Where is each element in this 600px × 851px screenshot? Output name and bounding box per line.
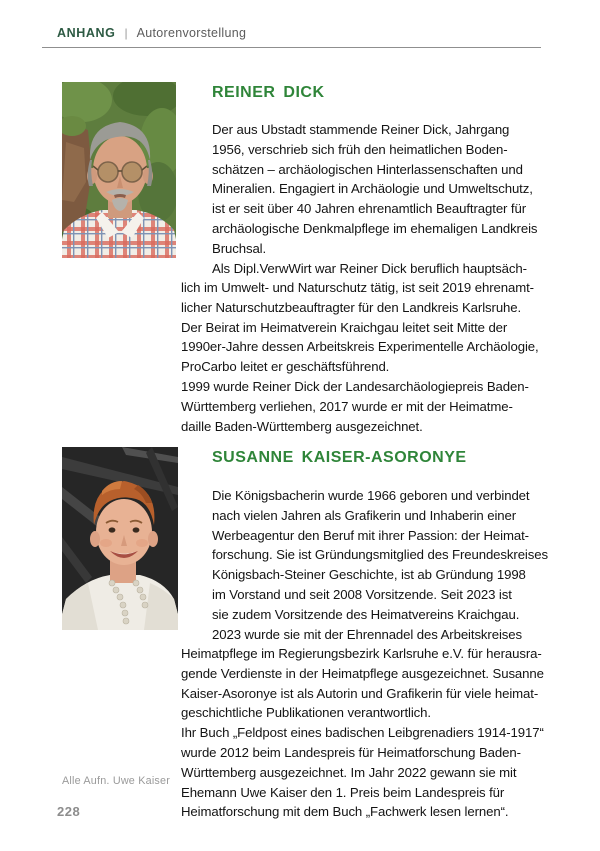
bio-text-line: Ihr Buch „Feldpost eines badischen Leibgrenadiers 1914-1917“ [181, 725, 544, 741]
bio-text-line: schätzen – archäologischen Hinterlassenschaften und [212, 161, 523, 177]
bio-susanne-beside-photo [212, 486, 557, 644]
bio-reiner-dick-below-photo [181, 278, 557, 436]
bio-text-line: Die Königsbacherin wurde 1966 geboren und verbindet [212, 488, 530, 503]
bio-text-line: archäologische Denkmalpflege im ehemaligen Landkreis [212, 220, 538, 236]
bio-susanne-below-photo [181, 644, 557, 822]
page-number: 228 [57, 804, 81, 819]
bio-text-line: wurde 2012 beim Landespreis für Heimatforschung Baden- [181, 744, 521, 760]
bio-text-line: Der Beirat im Heimatverein Kraichgau leitet seit Mitte der [181, 319, 508, 335]
author-photo-reiner-dick [62, 82, 176, 258]
header-rule [42, 47, 541, 48]
bio-text-line: Ehemann Uwe Kaiser den 1. Preis beim Landespreis für [181, 784, 505, 800]
bio-text-line: Als Dipl.VerwWirt war Reiner Dick beruflich hauptsäch- [212, 260, 527, 276]
photo-credit: Alle Aufn. Uwe Kaiser [62, 775, 171, 787]
bio-text-line: Württemberg ausgezeichnet. Im Jahr 2022 gewann sie mit [181, 764, 517, 780]
bio-text-line: Kaiser-Asoronye ist als Autorin und Grafikerin für viele heimat- [181, 685, 539, 701]
bio-text-line: Werbeagentur den Beruf mit ihrer Passion: der Heimat- [212, 527, 529, 543]
bio-text-line: 1990er-Jahre dessen Arbeitskreis Experimentelle Archäologie, [181, 339, 539, 355]
bio-text-line: Königsbach-Steiner Geschichte, ist ab Gründung 1998 [212, 567, 526, 583]
bio-text-line: sie zudem Vorsitzende des Heimatvereins Kraichgau. [212, 606, 520, 622]
bio-text-line: lich im Umwelt- und Naturschutz tätig, ist seit 2019 ehrenamt- [181, 280, 534, 295]
bio-text-line: daille Baden-Württemberg ausgezeichnet. [181, 418, 423, 434]
bio-text-line: nach vielen Jahren als Grafikerin und Inhaberin einer [212, 507, 517, 523]
section-label: Autorenvorstellung [136, 26, 247, 40]
bio-text-line: forschung. Sie ist Gründungsmitglied des Freundeskreises [212, 547, 548, 563]
bio-text-line: 1956, verschrieb sich früh den heimatlichen Boden- [212, 141, 508, 157]
bio-text-line: geschichtliche Publikationen verantwortlich. [181, 705, 431, 721]
bio-text-line: im Vorstand und seit 2008 Vorsitzende. Seit 2023 ist [212, 586, 512, 602]
portrait-woman-illustration [62, 447, 178, 630]
bio-text-line: 1999 wurde Reiner Dick der Landesarchäologiepreis Baden- [181, 378, 529, 394]
author-name-reiner-dick: REINER DICK [212, 84, 325, 101]
bio-text-line: ProCarbo leitet er geschäftsführend. [181, 359, 390, 375]
author-name-susanne-kaiser-asoronye: SUSANNE KAISER-ASORONYE [212, 449, 467, 466]
chapter-label: ANHANG [57, 26, 116, 40]
bio-text-line: Heimatforschung mit dem Buch „Fachwerk lesen lernen“. [181, 804, 509, 820]
header-divider: | [124, 26, 128, 40]
bio-text-line: licher Naturschutzbeauftragter für den Landkreis Karlsruhe. [181, 299, 522, 315]
bio-text-line: ist er seit über 40 Jahren ehrenamtlich Beauftragter für [212, 201, 526, 217]
bio-text-line: Württemberg verliehen, 2017 wurde er mit der Heimatme- [181, 398, 513, 414]
bio-text-line: Mineralien. Engagiert in Archäologie und Umweltschutz, [212, 181, 533, 197]
bio-text-line: Der aus Ubstadt stammende Reiner Dick, Jahrgang [212, 122, 510, 137]
bio-reiner-dick-beside-photo [212, 120, 557, 278]
running-header [57, 26, 246, 40]
bio-text-line: Heimatpflege im Regierungsbezirk Karlsruhe e.V. für herausra- [181, 646, 542, 661]
author-photo-susanne-kaiser-asoronye [62, 447, 178, 630]
bio-text-line: gende Verdienste in der Heimatpflege ausgezeichnet. Susanne [181, 665, 544, 681]
bio-text-line: 2023 wurde sie mit der Ehrennadel des Arbeitskreises [212, 626, 523, 642]
portrait-man-illustration [62, 82, 176, 258]
bio-text-line: Bruchsal. [212, 240, 267, 256]
